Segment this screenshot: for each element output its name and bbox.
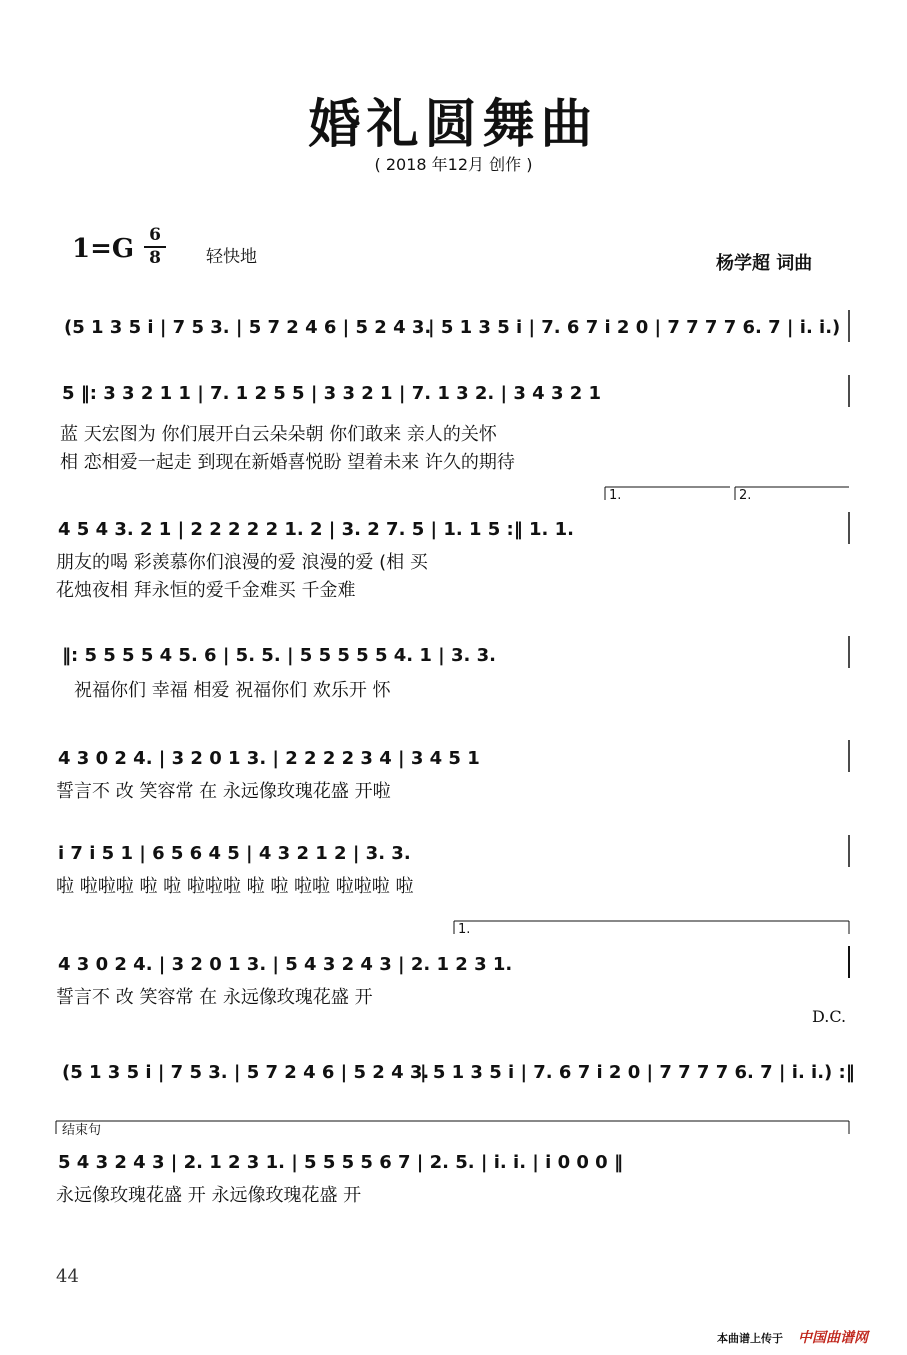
verse2-notes: 4 5 4 3. 2 1 | 2 2 2 2 2 1. 2 | 3. 2 7. 5 | 1. 1 5 :‖ 1. 1. [58, 519, 574, 540]
da-capo-mark: D.C. [812, 1007, 847, 1026]
intro-notes-a: (5 1 3 5 i | 7 5 3. | 5 7 2 4 6 | 5 2 4 3. [64, 317, 432, 338]
chorus1-notes: ‖: 5 5 5 5 4 5. 6 | 5. 5. | 5 5 5 5 5 4. 1 | 3. 3. [62, 645, 496, 666]
interlude-notes-b: | 5 1 3 5 i | 7. 6 7 i 2 0 | 7 7 7 7 6. 7 | i. i.) :‖ [420, 1062, 855, 1083]
tempo-marking: 轻快地 [206, 247, 257, 267]
intro-notes-b: | 5 1 3 5 i | 7. 6 7 i 2 0 | 7 7 7 7 6. 7 | i. i.) [428, 317, 841, 338]
row-verse-2 [56, 487, 849, 601]
row-chorus-2 [56, 740, 849, 802]
chorus2-notes: 4 3 0 2 4. | 3 2 0 1 3. | 2 2 2 2 3 4 | 3 4 5 1 [58, 748, 480, 769]
site-logo: 中国曲谱网 [798, 1330, 868, 1346]
row-chorus-4 [56, 921, 849, 1026]
chorus4-lyrics: 誓言不 改 笑容常 在 永远像玫瑰花盛 开 [56, 987, 373, 1008]
verse1-notes: 5 ‖: 3 3 2 1 1 | 7. 1 2 5 5 | 3 3 2 1 | 7. 1 3 2. | 3 4 3 2 1 [62, 383, 602, 404]
creation-date: ( 2018 年12月 创作 ) [374, 155, 533, 174]
chorus4-notes: 4 3 0 2 4. | 3 2 0 1 3. | 5 4 3 2 4 3 | 2. 1 2 3 1. [58, 954, 513, 975]
page-number: 44 [56, 1266, 79, 1287]
song-title: 婚礼圆舞曲 [308, 95, 599, 155]
row-chorus-1 [62, 636, 849, 701]
interlude-notes-a: (5 1 3 5 i | 7 5 3. | 5 7 2 4 6 | 5 2 4 3. [62, 1062, 430, 1083]
chorus1-lyrics: 祝福你们 幸福 相爱 祝福你们 欢乐开 怀 [74, 680, 391, 701]
verse2-lyrics-2: 花烛夜相 拜永恒的爱千金难买 千金难 [56, 580, 356, 601]
chorus3-notes: i 7 i 5 1 | 6 5 6 4 5 | 4 3 2 1 2 | 3. 3. [58, 843, 411, 864]
upload-source: 本曲谱上传于 [717, 1332, 783, 1345]
row-verse-1 [60, 375, 849, 473]
verse1-lyrics-1: 蓝 天宏图为 你们展开白云朵朵朝 你们敢来 亲人的关怀 [60, 424, 497, 445]
row-chorus-3 [56, 835, 849, 897]
row-coda [56, 1121, 849, 1206]
composer-credit: 杨学超 词曲 [716, 253, 813, 274]
meter-top: 6 [149, 225, 161, 245]
meter-bottom: 8 [149, 248, 161, 268]
chorus3-lyrics: 啦 啦啦啦 啦 啦 啦啦啦 啦 啦 啦啦 啦啦啦 啦 [56, 876, 414, 897]
coda-notes: 5 4 3 2 4 3 | 2. 1 2 3 1. | 5 5 5 5 6 7 | 2. 5. | i. i. | i 0 0 0 ‖ [58, 1152, 623, 1173]
volta-1-label: 1. [458, 922, 471, 937]
volta-1-label: 1. [609, 488, 622, 503]
verse2-lyrics-1: 朋友的喝 彩羡慕你们浪漫的爱 浪漫的爱 (相 买 [56, 552, 428, 573]
chorus2-lyrics: 誓言不 改 笑容常 在 永远像玫瑰花盛 开啦 [56, 781, 391, 802]
coda-label: 结束句 [62, 1123, 102, 1138]
key-signature: 1=G [72, 234, 135, 264]
verse1-lyrics-2: 相 恋相爱一起走 到现在新婚喜悦盼 望着未来 许久的期待 [60, 452, 515, 473]
row-intro [64, 310, 849, 342]
row-interlude [62, 1062, 855, 1083]
volta-2-label: 2. [739, 488, 752, 503]
coda-lyrics: 永远像玫瑰花盛 开 永远像玫瑰花盛 开 [56, 1185, 362, 1206]
